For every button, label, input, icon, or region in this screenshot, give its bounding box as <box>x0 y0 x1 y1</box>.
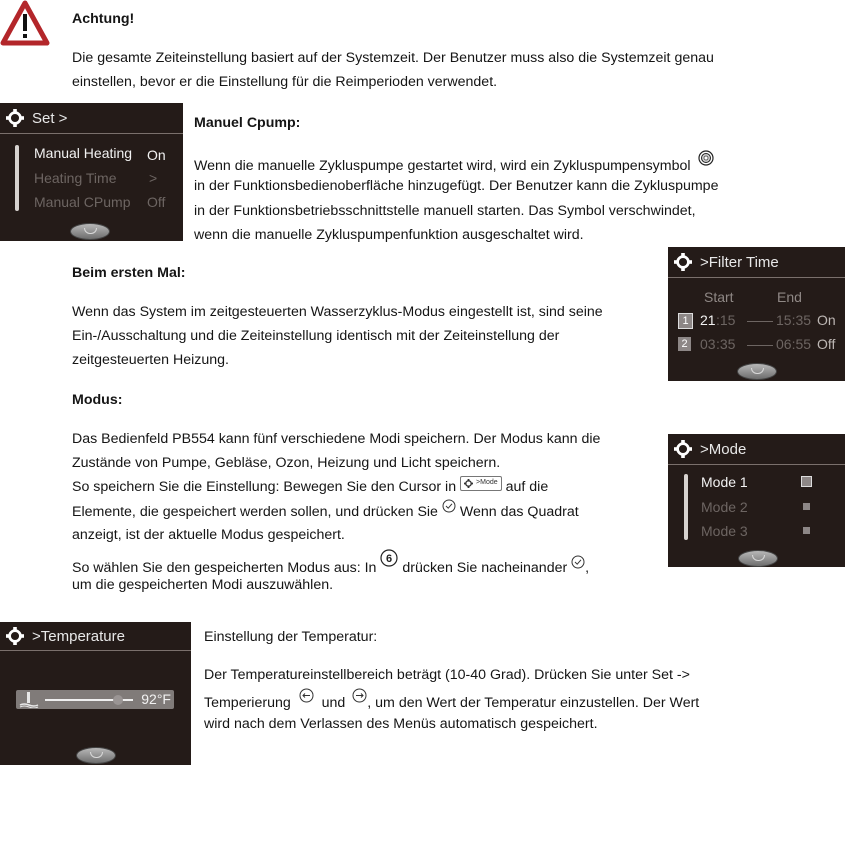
menu-item-manual-heating[interactable] <box>34 145 132 161</box>
state-value[interactable]: On <box>817 312 836 328</box>
panel-title: >Filter Time <box>700 253 779 271</box>
back-button[interactable] <box>76 747 116 764</box>
back-button[interactable] <box>70 223 110 240</box>
gear-icon <box>6 109 24 127</box>
mode-3-checkbox[interactable] <box>803 527 810 534</box>
paragraph-line: in der Funktionsbetriebsschnittstelle manuell starten. Das Symbol verschwindet, <box>194 203 696 219</box>
confirm-check-icon <box>571 555 585 569</box>
paragraph-line <box>72 499 579 525</box>
paragraph-text: und <box>321 695 346 711</box>
start-minute[interactable]: :35 <box>716 336 736 352</box>
warning-text-line: Die gesamte Zeiteinstellung basiert auf der Systemzeit. Der Benutzer muss also die Systemzeit genau <box>72 50 714 66</box>
panel-header <box>0 103 183 134</box>
paragraph-line: zeitgesteuerten Heizung. <box>72 352 229 368</box>
paragraph-text: , um den Wert der Temperatur einzustellen. Der Wert <box>367 695 700 711</box>
paragraph-text: Elemente, die gespeichert werden sollen, und drücken Sie <box>72 504 438 520</box>
panel-header <box>668 434 845 465</box>
menu-item-label: Manual Heating <box>34 145 133 161</box>
cycle-pump-icon <box>698 150 714 166</box>
section-heading: Einstellung der Temperatur: <box>204 629 378 645</box>
filter-row[interactable] <box>676 311 841 331</box>
scrollbar[interactable] <box>684 474 688 540</box>
paragraph-line: Der Temperatureinstellbereich beträgt (10-40 Grad). Drücken Sie unter Set -> <box>204 667 690 683</box>
row-index-badge: 2 <box>678 337 691 351</box>
section-heading: Modus: <box>72 392 123 408</box>
slider-knob[interactable] <box>113 695 123 705</box>
column-header-end: End <box>777 289 802 305</box>
state-value[interactable]: Off <box>817 336 836 352</box>
panel-header <box>0 622 191 651</box>
temperature-slider-bar[interactable] <box>16 690 174 709</box>
column-header-start: Start <box>704 289 734 305</box>
mode-item-1[interactable]: Mode 1 <box>701 474 748 490</box>
panel-title: >Mode <box>700 440 747 458</box>
panel-header <box>668 247 845 278</box>
section-heading: Manuel Cpump: <box>194 115 301 131</box>
chip-label: >Mode <box>476 479 498 487</box>
paragraph-text: Wenn das Quadrat <box>459 504 579 520</box>
menu-item-label: Manual CPump <box>34 194 131 210</box>
paragraph-text: auf die <box>505 479 549 495</box>
mode-item-3[interactable]: Mode 3 <box>701 523 748 539</box>
gear-icon <box>674 440 692 458</box>
paragraph-line: in der Funktionsbedienoberfläche hinzugefügt. Der Benutzer kann die Zykluspumpe <box>194 178 719 194</box>
decrease-arrow-icon <box>299 688 314 703</box>
temperature-value: 92°F <box>141 691 171 707</box>
paragraph-text: So speichern Sie die Einstellung: Bewegen Sie den Cursor in <box>72 479 457 495</box>
start-hour[interactable]: 21 <box>700 312 716 328</box>
mode-select-icon <box>380 549 398 567</box>
set-menu-panel <box>0 103 183 241</box>
confirm-check-icon <box>442 499 456 513</box>
mode-panel <box>668 434 845 567</box>
warning-triangle-icon <box>0 0 50 46</box>
paragraph-text: drücken Sie nacheinander <box>402 560 568 576</box>
back-button[interactable] <box>737 363 777 380</box>
paragraph-line: um die gespeicherten Modi auszuwählen. <box>72 577 334 593</box>
paragraph-text: Wenn die manuelle Zykluspumpe gestartet wird, wird ein Zykluspumpensymbol <box>194 158 691 174</box>
menu-item-value: > <box>149 170 158 186</box>
row-index-badge: 1 <box>678 313 693 329</box>
thermometer-icon <box>18 691 40 708</box>
mode-1-checkbox[interactable] <box>801 476 812 487</box>
paragraph-text: Temperierung <box>204 695 291 711</box>
temperature-panel <box>0 622 191 765</box>
panel-title: >Temperature <box>32 627 125 645</box>
start-minute[interactable]: :15 <box>716 312 736 328</box>
gear-icon <box>464 479 473 488</box>
gear-icon <box>6 627 24 645</box>
scrollbar[interactable] <box>15 145 19 211</box>
mode-menu-chip <box>460 476 502 491</box>
warning-title: Achtung! <box>72 11 135 27</box>
paragraph-line: Ein-/Ausschaltung und die Zeiteinstellung identisch mit der Zeiteinstellung der <box>72 328 560 344</box>
end-time[interactable]: 06:55 <box>776 336 812 352</box>
end-time[interactable]: 15:35 <box>776 312 812 328</box>
increase-arrow-icon <box>352 688 367 703</box>
menu-item-manual-cpump[interactable] <box>34 194 131 210</box>
paragraph-line: wird nach dem Verlassen des Menüs automatisch gespeichert. <box>204 716 598 732</box>
gear-icon <box>674 253 692 271</box>
panel-title: Set > <box>32 109 68 127</box>
section-heading: Beim ersten Mal: <box>72 265 186 281</box>
svg-text:6: 6 <box>386 553 393 565</box>
mode-2-checkbox[interactable] <box>803 503 810 510</box>
paragraph-line: wenn die manuelle Zykluspumpenfunktion ausgeschaltet wird. <box>194 227 584 243</box>
range-separator <box>747 321 773 322</box>
menu-item-value: On <box>147 147 166 163</box>
mode-item-2[interactable]: Mode 2 <box>701 499 748 515</box>
paragraph-line: Das Bedienfeld PB554 kann fünf verschiedene Modi speichern. Der Modus kann die <box>72 431 601 447</box>
back-button[interactable] <box>738 550 778 567</box>
filter-row[interactable] <box>676 335 841 355</box>
filter-time-panel <box>668 247 845 381</box>
range-separator <box>747 345 773 346</box>
start-hour[interactable]: 03 <box>700 336 716 352</box>
paragraph-line <box>72 475 548 500</box>
paragraph-line: Zustände von Pumpe, Gebläse, Ozon, Heizung und Licht speichern. <box>72 455 501 471</box>
menu-item-value: Off <box>147 194 166 210</box>
paragraph-line: Wenn das System im zeitgesteuerten Wasserzyklus-Modus eingestellt ist, sind seine <box>72 304 603 320</box>
paragraph-text: , <box>585 560 590 576</box>
paragraph-text: So wählen Sie den gespeicherten Modus aus: In <box>72 560 377 576</box>
warning-text-line: einstellen, bevor er die Einstellung für die Reimperioden verwendet. <box>72 74 498 90</box>
menu-item-heating-time[interactable] <box>34 170 116 186</box>
paragraph-line: anzeigt, ist der aktuelle Modus gespeichert. <box>72 527 345 543</box>
menu-item-label: Heating Time <box>34 170 117 186</box>
